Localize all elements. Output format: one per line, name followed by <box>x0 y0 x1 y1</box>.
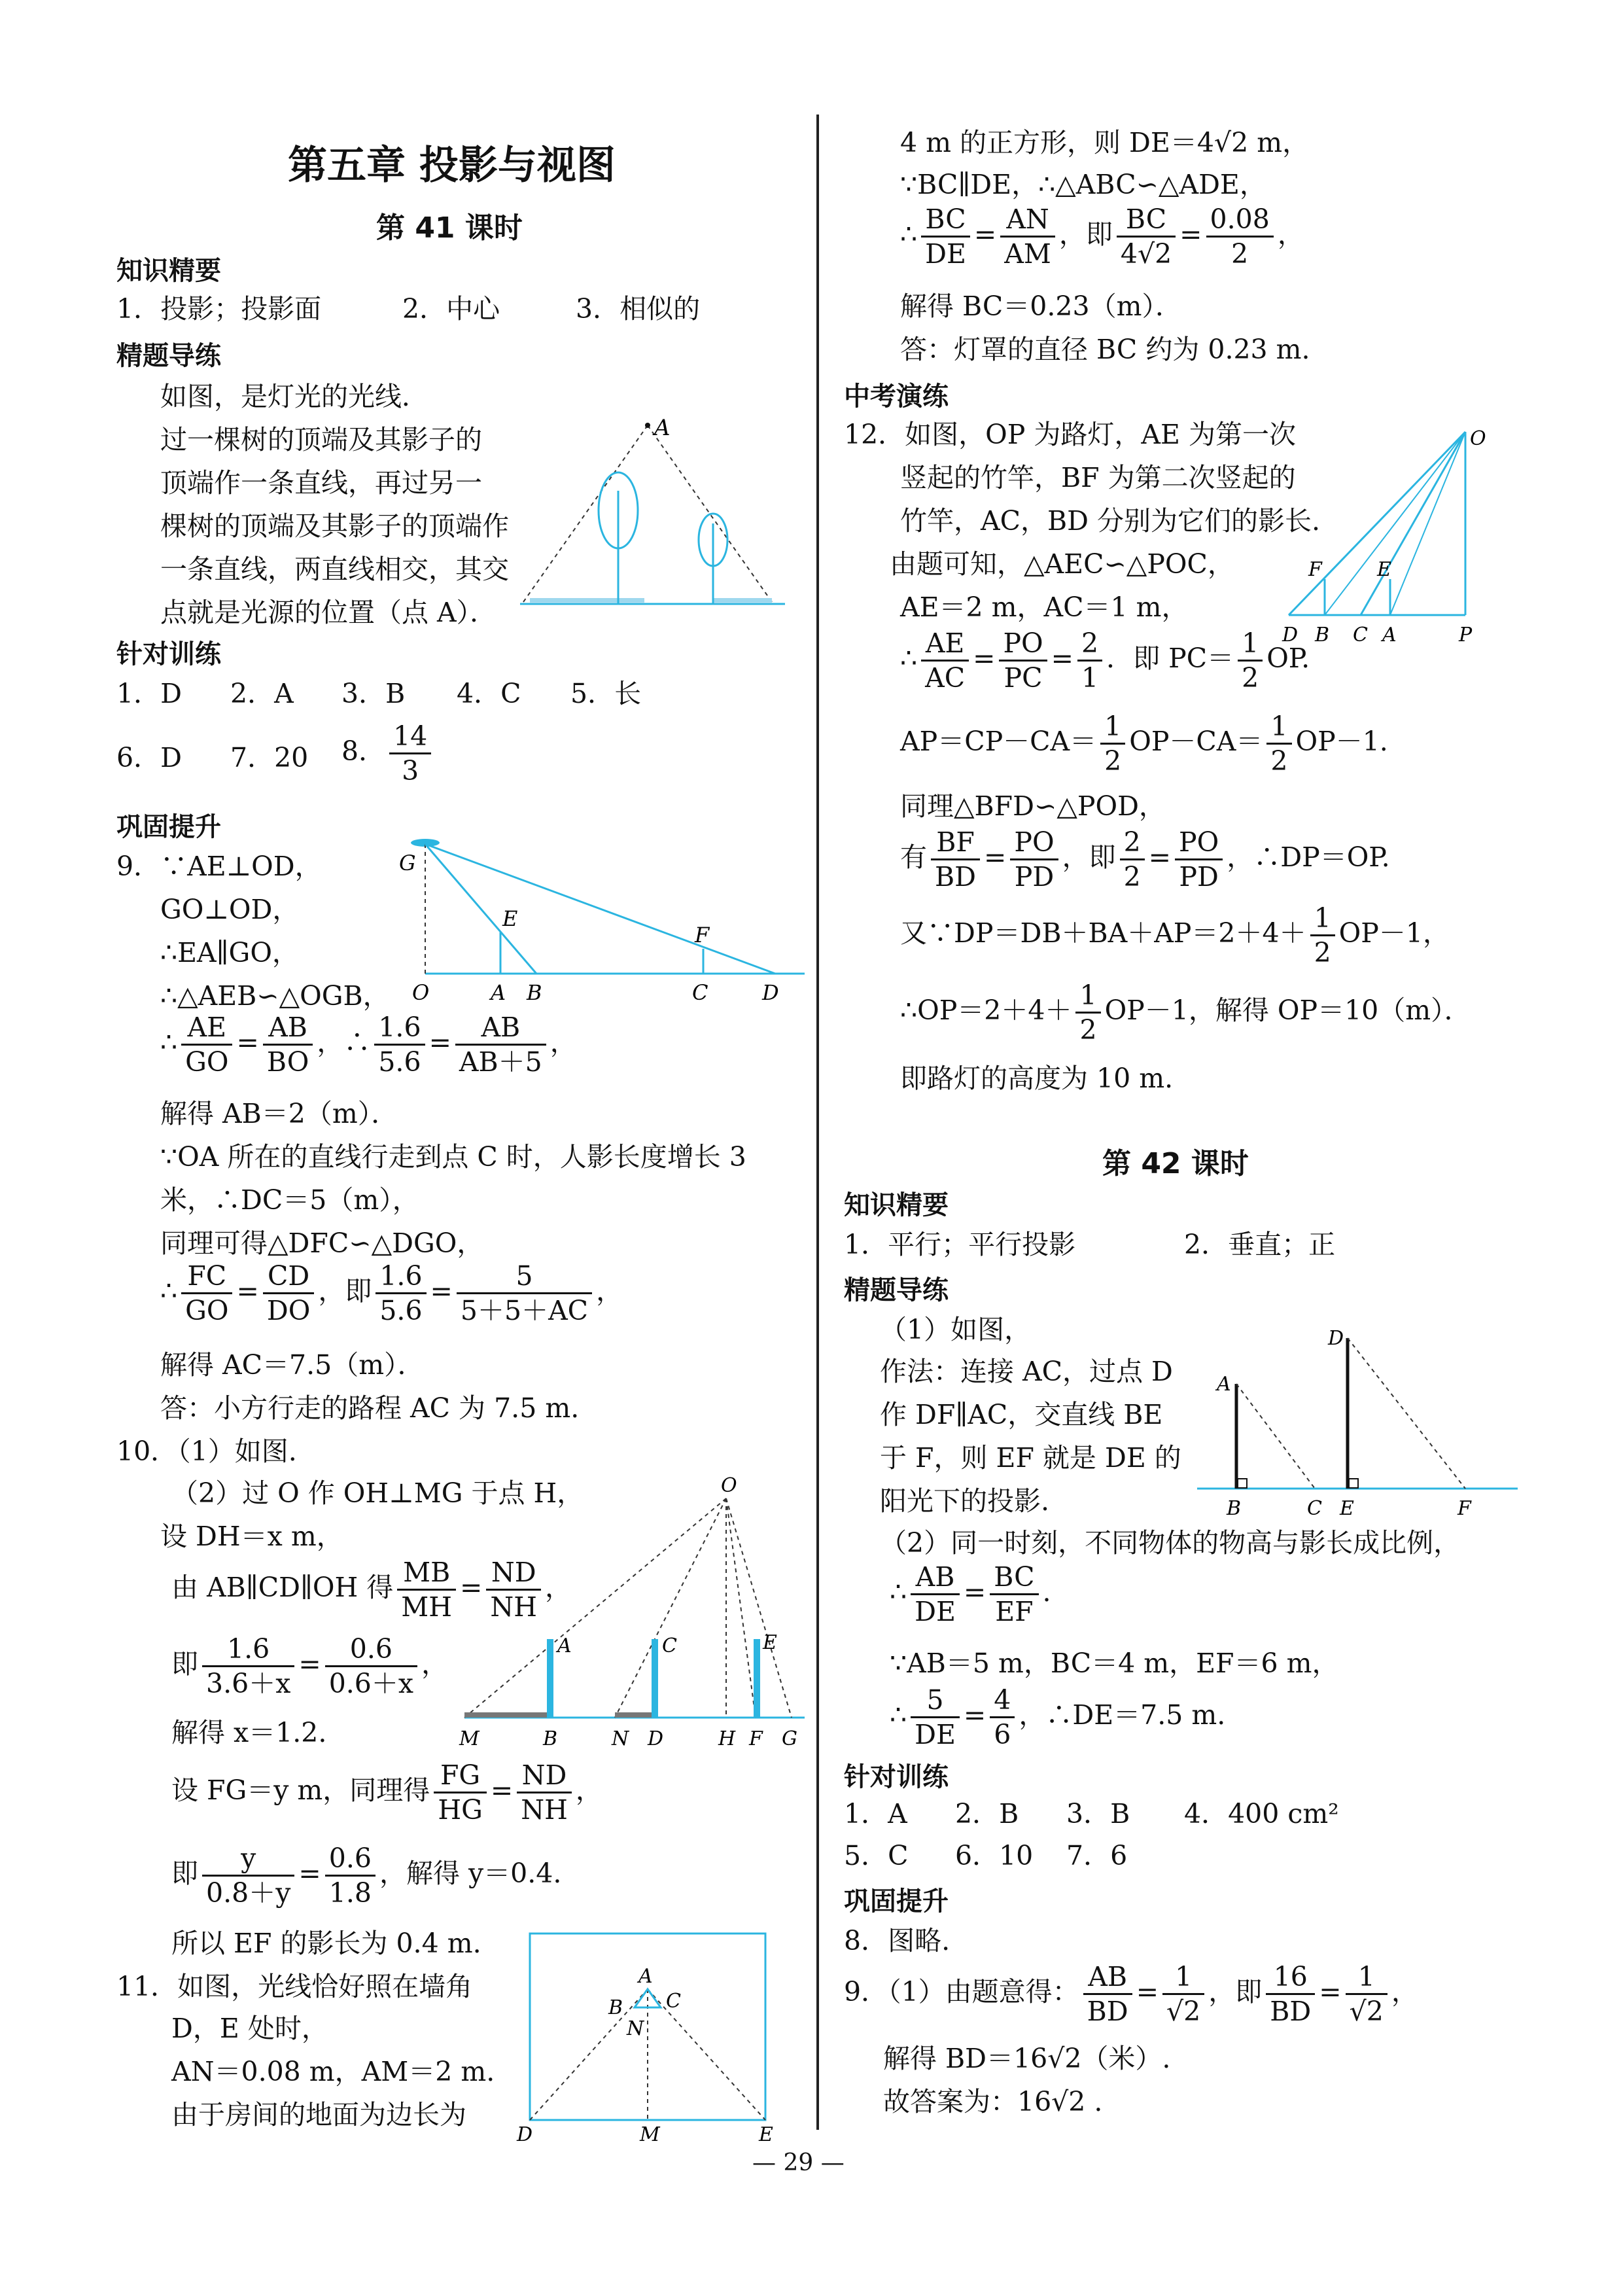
svg-text:E: E <box>759 2123 773 2146</box>
page-number: — 29 — <box>752 2149 845 2176</box>
answer: 2．A <box>230 678 294 709</box>
guide-line: 棵树的顶端及其影子的顶端作 <box>160 510 509 542</box>
figure-q12 <box>1276 419 1498 648</box>
section-consolidate: 巩固提升 <box>844 1886 949 1916</box>
answer: 5．C <box>844 1840 909 1871</box>
q11-line: 由于房间的地面为边长为 <box>171 2099 466 2130</box>
q11-line: 解得 BC＝0.23（m）． <box>900 291 1182 322</box>
q9-line: ∴△AEB∽△OGB， <box>160 980 390 1012</box>
q9-line: 解得 AB＝2（m）． <box>160 1098 398 1129</box>
figure-q9 <box>393 831 811 1005</box>
guide-line: （2）同一时刻，不同物体的物高与影长成比例， <box>880 1527 1461 1559</box>
figure-q11 <box>510 1930 785 2146</box>
answer: 4．400 cm² <box>1184 1798 1339 1829</box>
svg-text:D: D <box>762 980 779 1005</box>
svg-text:D: D <box>1282 624 1299 646</box>
q10-line: （2）过 O 作 OH⊥MG 于点 H， <box>171 1477 584 1509</box>
guide-line: 于 F，则 EF 就是 DE 的 <box>880 1442 1181 1474</box>
q9-fraction-line: 9．（1）由题意得： $\frac{AB}{BD}$ = $\frac{1}{√2}$ ，即 $\frac{16}{BD}$ = $\frac{1}{√2}$ ， <box>844 1961 1418 2027</box>
svg-text:M: M <box>640 2123 660 2146</box>
q10-fraction-line: 设 FG＝y m，同理得 $\frac{FG}{HG}$ = $\frac{ND}{NH}$ ， <box>171 1759 602 1826</box>
figure-lesson42 <box>1197 1322 1524 1525</box>
svg-text:N: N <box>612 1727 629 1750</box>
answer: 6．D <box>116 742 182 773</box>
q11-line: ∵BC∥DE，∴△ABC∽△ADE， <box>900 169 1266 200</box>
section-knowledge: 知识精要 <box>844 1190 949 1220</box>
guide-fraction-line: ∴ $\frac{5}{DE}$ = $\frac{4}{6}$ ，∴DE＝7.5 m. <box>890 1684 1226 1750</box>
figure-q10 <box>451 1475 818 1757</box>
svg-text:M: M <box>459 1727 480 1750</box>
q11-fraction-line: ∴ $\frac{BC}{DE}$ = $\frac{AN}{AM}$ ，即 $\frac{BC}{4√2}$ = $\frac{0.08}{2}$ ， <box>900 203 1304 270</box>
knowledge-3: 3．相似的 <box>576 293 701 325</box>
svg-text:O: O <box>412 980 430 1005</box>
knowledge-1: 1．平行；平行投影 <box>844 1229 1076 1260</box>
svg-text:A: A <box>1382 624 1397 646</box>
knowledge-2: 2．垂直；正 <box>1184 1229 1336 1260</box>
answer: 3．B <box>341 678 406 709</box>
section-exam: 中考演练 <box>844 381 949 412</box>
svg-text:D: D <box>1328 1327 1344 1350</box>
svg-text:A: A <box>557 1634 572 1657</box>
answer: 2．B <box>955 1798 1019 1829</box>
q12-line: 由题可知，△AEC∽△POC， <box>890 548 1234 580</box>
q11-line: 4 m 的正方形，则 DE＝4√2 m， <box>900 127 1310 158</box>
q12-line: 12．如图，OP 为路灯，AE 为第一次 <box>844 419 1296 450</box>
guide-line: 作 DF∥AC，交直线 BE <box>880 1399 1163 1430</box>
q9-line: ∴EA∥GO， <box>160 937 299 968</box>
guide-line: ∵AB＝5 m，BC＝4 m，EF＝6 m， <box>890 1648 1339 1679</box>
svg-text:C: C <box>662 1634 677 1657</box>
q9-line: ∵OA 所在的直线行走到点 C 时，人影长度增长 3 <box>160 1141 746 1173</box>
guide-fraction-line: ∴ $\frac{AB}{DE}$ = $\frac{BC}{EF}$ . <box>890 1561 1051 1627</box>
answer: 7．20 <box>230 742 309 773</box>
q9-line: 解得 BD＝16√2（米）. <box>883 2043 1171 2074</box>
knowledge-2: 2．中心 <box>402 293 500 325</box>
q9-line: GO⊥OD， <box>160 894 300 925</box>
section-train: 针对训练 <box>844 1762 949 1792</box>
guide-line: 作法：连接 AC，过点 D <box>880 1356 1173 1387</box>
guide-line: 点就是光源的位置（点 A）． <box>160 597 497 628</box>
q9-line: 答：小方行走的路程 AC 为 7.5 m. <box>160 1392 580 1424</box>
q12-line: 同理△BFD∽△POD， <box>900 790 1166 822</box>
q10-line: 设 DH＝x m， <box>160 1521 343 1552</box>
answer: 4．C <box>457 678 521 709</box>
svg-text:D: D <box>517 2123 533 2146</box>
svg-text:C: C <box>1307 1497 1322 1520</box>
section-consolidate: 巩固提升 <box>116 812 221 842</box>
fig-label: A <box>654 415 671 441</box>
q10-line: 10．（1）如图. <box>116 1436 297 1467</box>
svg-text:E: E <box>502 906 518 931</box>
section-knowledge: 知识精要 <box>116 256 221 286</box>
guide-line: 顶端作一条直线，再过另一 <box>160 467 482 499</box>
svg-text:B: B <box>543 1727 558 1750</box>
guide-line: （1）如图， <box>880 1314 1032 1345</box>
column-divider <box>816 115 819 2130</box>
svg-text:B: B <box>1315 624 1330 646</box>
q10-fraction-line: 即 $\frac{y}{0.8+y}$ = $\frac{0.6}{1.8}$ ，解得 y＝0.4. <box>171 1843 562 1909</box>
q12-line: 竖起的竹竿，BF 为第二次竖起的 <box>900 462 1296 493</box>
q12-fraction-line: ∴OP＝2＋4＋ $\frac{1}{2}$ OP－1，解得 OP＝10（m）． <box>900 980 1471 1046</box>
svg-text:O: O <box>1470 427 1486 450</box>
svg-text:O: O <box>721 1474 737 1497</box>
q12-line: AE＝2 m，AC＝1 m， <box>900 592 1189 623</box>
svg-text:G: G <box>399 851 416 875</box>
guide-line: 如图，是灯光的光线． <box>160 381 428 412</box>
q9-line: 米，∴DC＝5（m）， <box>160 1184 419 1216</box>
q11-line: D，E 处时， <box>171 2013 328 2044</box>
svg-text:B: B <box>608 1996 623 2019</box>
q9-line: 解得 AC＝7.5（m）． <box>160 1349 425 1381</box>
answer: 7．6 <box>1066 1840 1128 1871</box>
svg-text:F: F <box>695 923 710 947</box>
section-guide: 精题导练 <box>844 1275 949 1305</box>
figure-light-source <box>517 412 792 609</box>
q10-fraction-line: 由 AB∥CD∥OH 得 $\frac{MB}{MH}$ = $\frac{ND}{NH}$ ， <box>171 1557 572 1623</box>
svg-text:B: B <box>1227 1497 1242 1520</box>
svg-text:F: F <box>749 1727 763 1750</box>
svg-text:E: E <box>1340 1497 1354 1520</box>
guide-line: 过一棵树的顶端及其影子的 <box>160 424 482 455</box>
svg-text:B: B <box>527 980 542 1005</box>
svg-text:F: F <box>1457 1497 1471 1520</box>
lesson-42-title: 第 42 课时 <box>1102 1147 1249 1180</box>
q10-line: 所以 EF 的影长为 0.4 m. <box>171 1928 481 1959</box>
q10-line: 解得 x＝1.2. <box>171 1717 327 1748</box>
q11-line: AN＝0.08 m，AM＝2 m. <box>171 2056 495 2087</box>
q11-line: 答：灯罩的直径 BC 约为 0.23 m. <box>900 334 1310 365</box>
q9-line: 9．∵AE⊥OD， <box>116 851 322 882</box>
guide-line: 一条直线，两直线相交，其交 <box>160 554 509 585</box>
svg-text:E: E <box>763 1631 777 1654</box>
svg-text:G: G <box>782 1727 797 1750</box>
section-train: 针对训练 <box>116 639 221 669</box>
answer: 1．D <box>116 678 182 709</box>
q9-fraction-line: ∴ $\frac{AE}{GO}$ = $\frac{AB}{BO}$ ，∴ $\frac{1.6}{5.6}$ = $\frac{AB}{AB+5}$ ， <box>160 1012 577 1078</box>
q12-fraction-line: ∴ $\frac{AE}{AC}$ = $\frac{PO}{PC}$ = $\frac{2}{1}$ ．即 PC＝ $\frac{1}{2}$ OP. <box>900 627 1310 694</box>
svg-text:A: A <box>1217 1373 1231 1396</box>
svg-text:E: E <box>1377 558 1391 581</box>
q9-fraction-line: ∴ $\frac{FC}{GO}$ = $\frac{CD}{DO}$ ，即 $\frac{1.6}{5.6}$ = $\frac{5}{5+5+AC}$ ， <box>160 1260 623 1326</box>
chapter-title: 第五章 投影与视图 <box>288 143 616 188</box>
svg-text:N: N <box>627 2017 644 2040</box>
knowledge-1: 1．投影；投影面 <box>116 293 322 325</box>
svg-text:F: F <box>1308 558 1322 581</box>
svg-text:A: A <box>638 1965 653 1988</box>
section-guide: 精题导练 <box>116 341 221 371</box>
q8-line: 8．图略. <box>844 1925 951 1956</box>
q12-line: 即路灯的高度为 10 m. <box>900 1063 1174 1094</box>
guide-line: 阳光下的投影. <box>880 1485 1050 1517</box>
svg-text:A: A <box>491 980 506 1005</box>
q9-line: 故答案为：16√2 . <box>883 2086 1103 2117</box>
answer-8: 8． $\frac{14}{3}$ <box>341 720 435 787</box>
svg-text:C: C <box>1353 624 1368 646</box>
q12-line: 竹竿，AC，BD 分别为它们的影长. <box>900 505 1321 537</box>
svg-text:C: C <box>692 980 708 1005</box>
svg-text:P: P <box>1459 624 1473 646</box>
q10-fraction-line: 即 $\frac{1.6}{3.6+x}$ = $\frac{0.6}{0.6+x}$ ， <box>171 1633 449 1699</box>
svg-text:H: H <box>718 1727 736 1750</box>
q11-line: 11．如图，光线恰好照在墙角 <box>116 1971 473 2002</box>
answer: 6．10 <box>955 1840 1034 1871</box>
answer: 1．A <box>844 1798 907 1829</box>
q9-line: 同理可得△DFC∽△DGO， <box>160 1227 484 1259</box>
answer: 3．B <box>1066 1798 1130 1829</box>
svg-text:C: C <box>666 1990 681 2013</box>
svg-text:D: D <box>648 1727 664 1750</box>
q12-fraction-line: 有 $\frac{BF}{BD}$ = $\frac{PO}{PD}$ ，即 $\frac{2}{2}$ = $\frac{PO}{PD}$ ，∴DP＝OP. <box>900 826 1390 892</box>
answer: 5．长 <box>570 678 642 709</box>
q12-fraction-line: 又∵DP＝DB＋BA＋AP＝2＋4＋ $\frac{1}{2}$ OP－1， <box>900 902 1450 968</box>
lesson-41-title: 第 41 课时 <box>376 211 523 245</box>
q12-fraction-line: AP＝CP－CA＝ $\frac{1}{2}$ OP－CA＝ $\frac{1}{2}$ OP－1. <box>900 711 1388 777</box>
